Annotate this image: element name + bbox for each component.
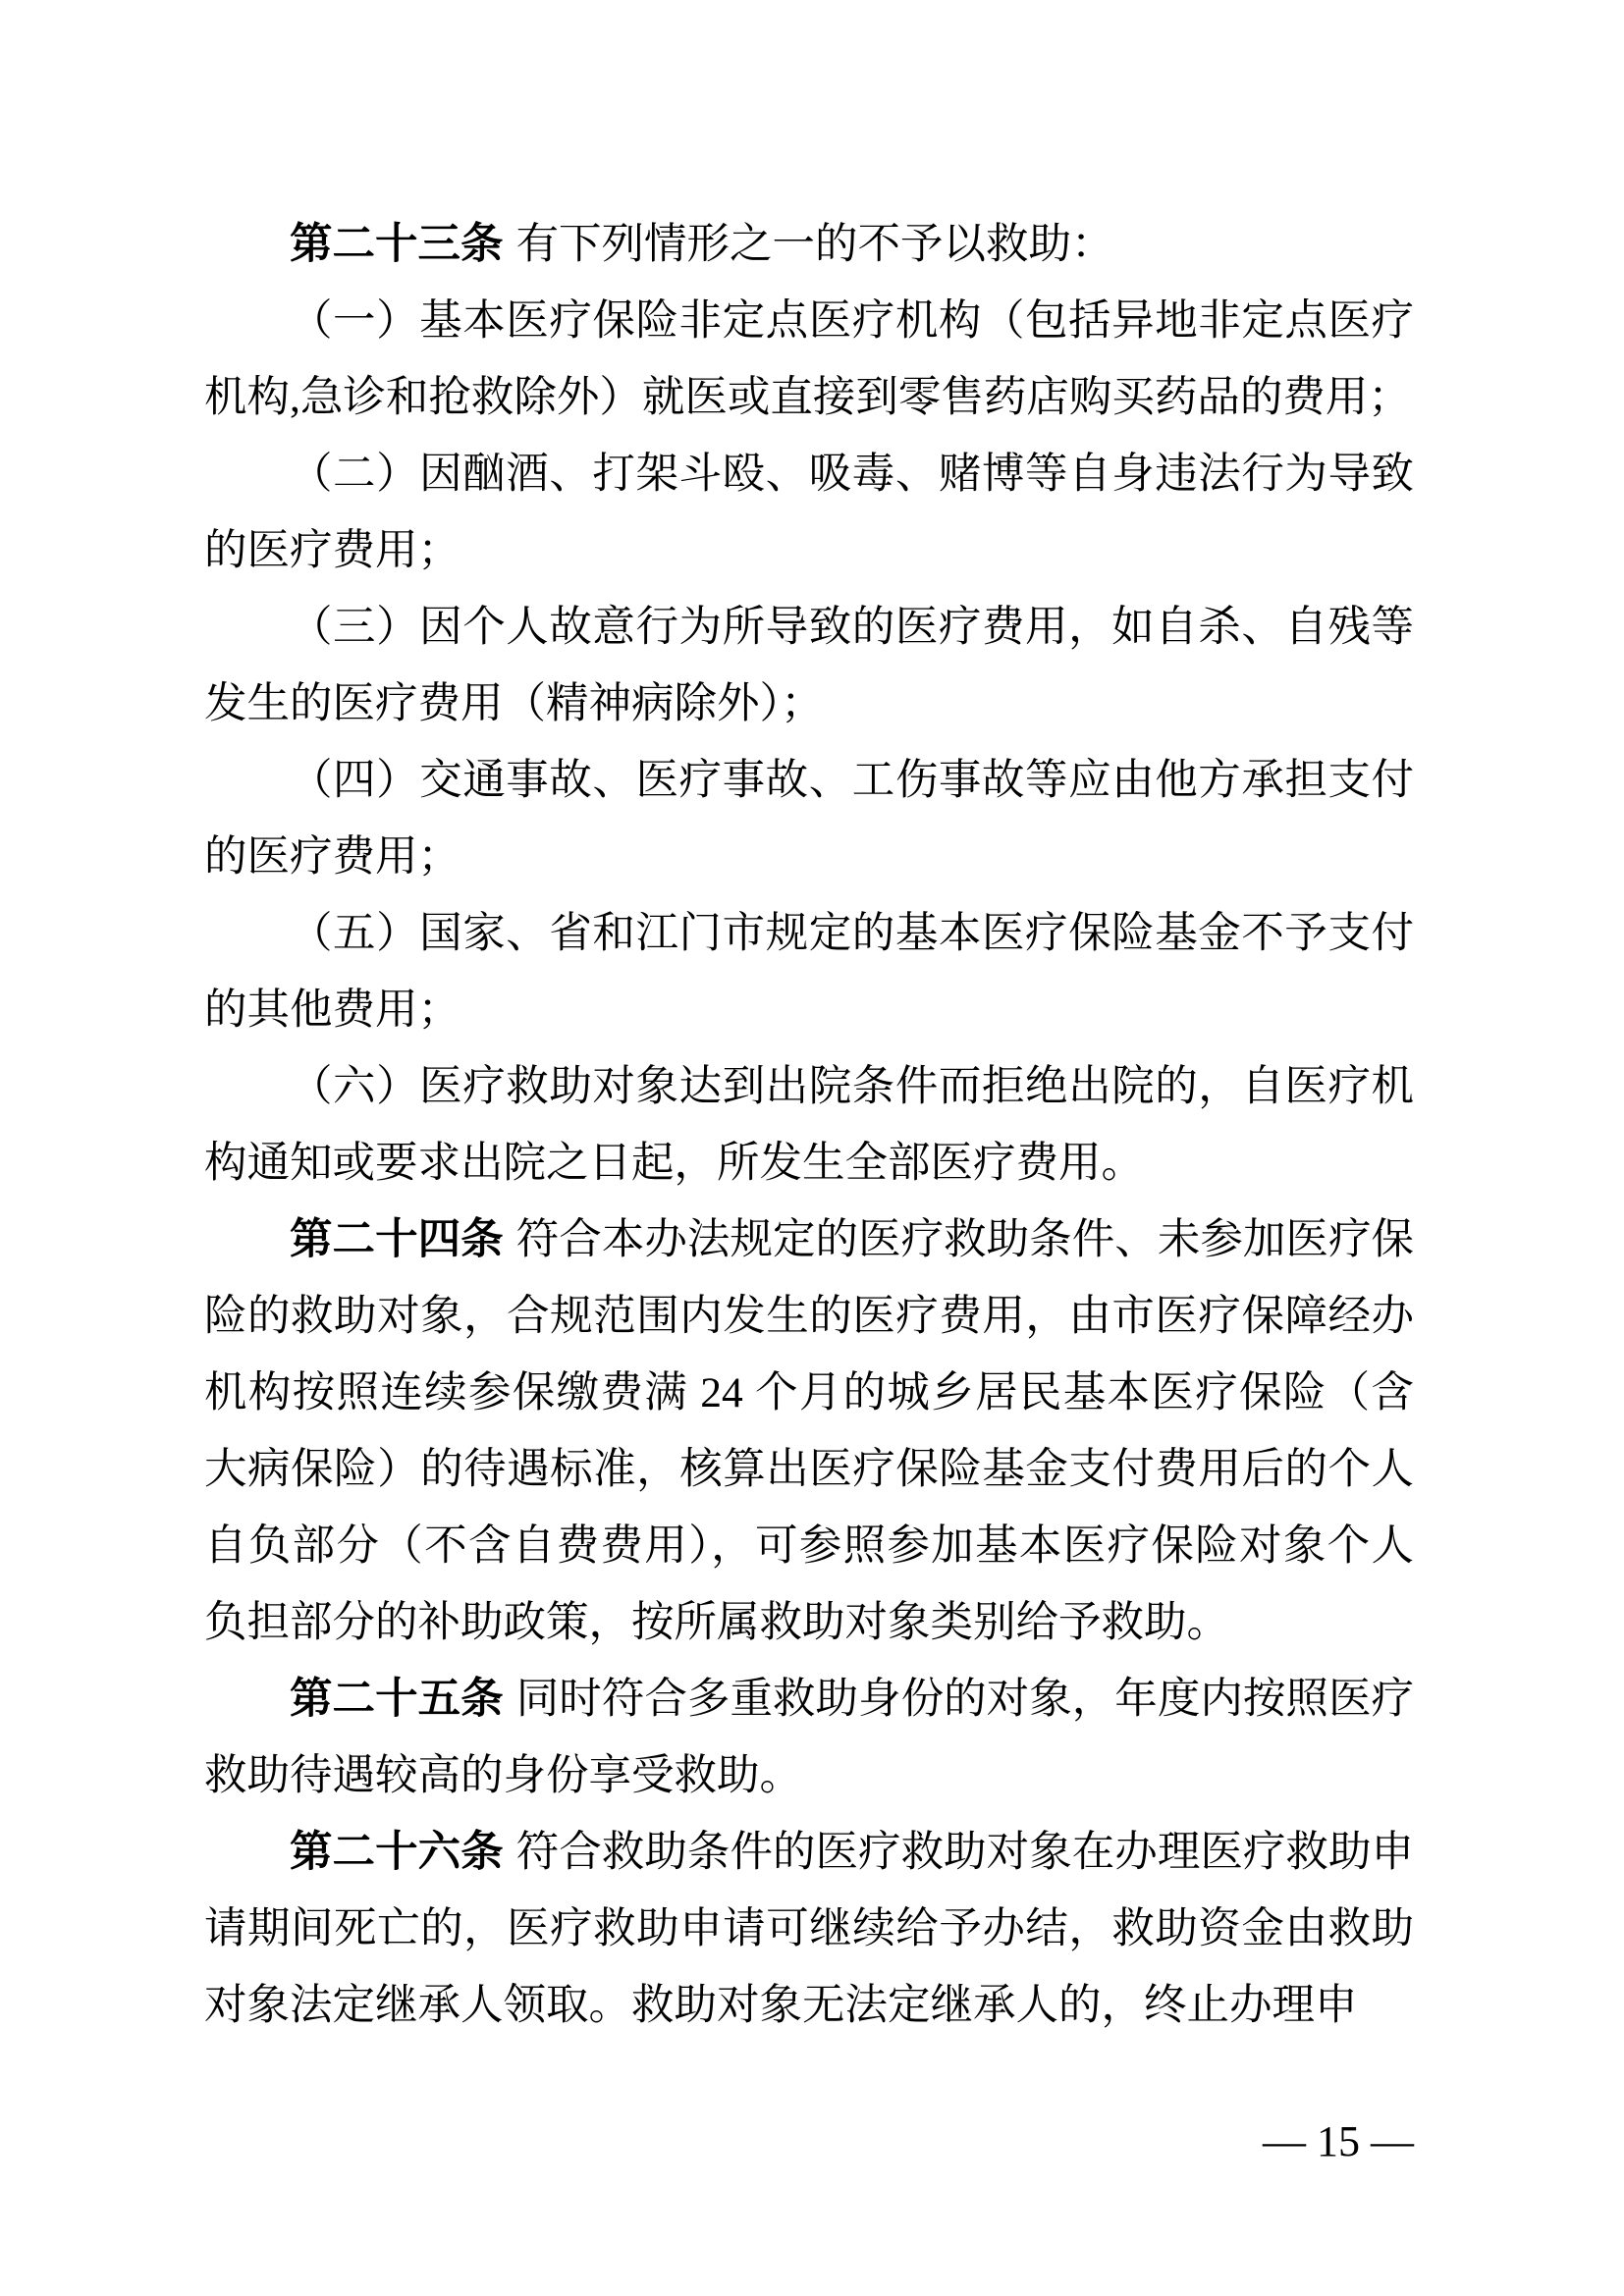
paragraph (204, 1048, 1414, 1201)
paragraph (204, 589, 1414, 742)
paragraph-text: 符合救助条件的医疗救助对象在办理医疗救助申请期间死亡的，医疗救助申请可继续给予办结，救助资金由救助对象法定继承人领取。救助对象无法定继承人的，终止办理申 (204, 1829, 1415, 2029)
paragraph (204, 206, 1414, 283)
document-body (204, 206, 1414, 2044)
paragraph (204, 1661, 1414, 1814)
paragraph (204, 1201, 1414, 1661)
paragraph-text: 符合本办法规定的医疗救助条件、未参加医疗保险的救助对象，合规范围内发生的医疗费用，由市医疗保障经办机构按照连续参保缴费满 24 个月的城乡居民基本医疗保险（含大病保险）的待遇标准，核算出医疗保险基金支付费用后的个人自负部分（不含自费费用），可参照参加基本医疗保险对象个人负担部分的补助政策，按所属救助对象类别给予救助。 (204, 1216, 1415, 1646)
paragraph (204, 283, 1414, 436)
paragraph-text: 有下列情形之一的不予以救助： (515, 221, 1114, 268)
paragraph (204, 895, 1414, 1048)
paragraph-text: （一）基本医疗保险非定点医疗机构（包括异地非定点医疗机构,急诊和抢救除外）就医或直接到零售药店购买药品的费用； (204, 297, 1414, 421)
paragraph-text: 同时符合多重救助身份的对象，年度内按照医疗救助待遇较高的身份享受救助。 (204, 1676, 1415, 1799)
page-number: — 15 — (1263, 2117, 1414, 2165)
paragraph-text: （六）医疗救助对象达到出院条件而拒绝出院的，自医疗机构通知或要求出院之日起，所发生全部医疗费用。 (204, 1063, 1414, 1187)
article-number: 第二十五条 (290, 1676, 504, 1723)
paragraph-text: （三）因个人故意行为所导致的医疗费用，如自杀、自残等发生的医疗费用（精神病除外）； (204, 604, 1414, 727)
article-number: 第二十三条 (290, 221, 504, 268)
article-number: 第二十六条 (290, 1829, 504, 1876)
article-number: 第二十四条 (290, 1216, 504, 1263)
paragraph (204, 1814, 1414, 2044)
paragraph-text: （四）交通事故、医疗事故、工伤事故等应由他方承担支付的医疗费用； (204, 757, 1414, 881)
paragraph-text: （二）因酗酒、打架斗殴、吸毒、赌博等自身违法行为导致的医疗费用； (204, 451, 1414, 574)
paragraph-text: （五）国家、省和江门市规定的基本医疗保险基金不予支付的其他费用； (204, 910, 1414, 1034)
paragraph (204, 742, 1414, 895)
paragraph (204, 436, 1414, 589)
